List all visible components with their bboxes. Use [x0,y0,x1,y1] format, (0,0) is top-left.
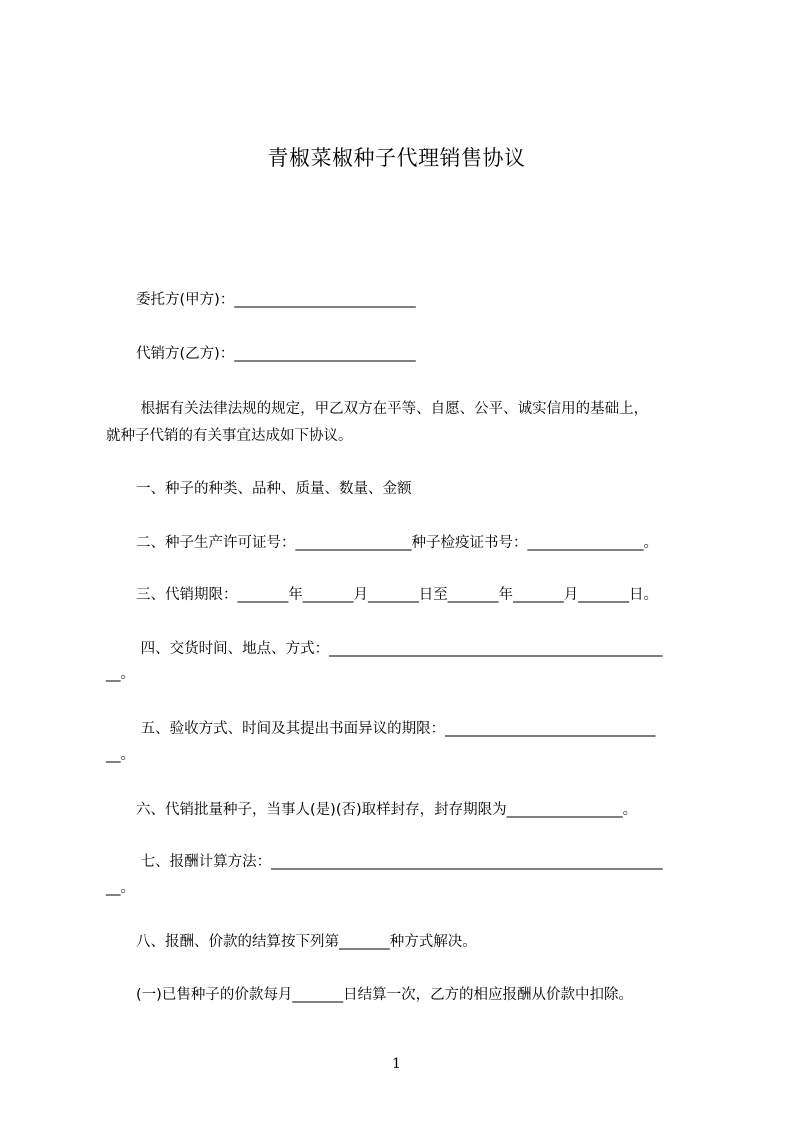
clause-6: 六、代销批量种子，当事人(是)(否)取样封存，封存期限为________________。 [136,802,638,818]
clause-1: 一、种子的种类、品种、质量、数量、金额 [136,481,412,497]
clause-4-line-2: __。 [106,666,135,682]
party-a-line: 委托方(甲方)：_________________________ [136,292,416,308]
page-number: 1 [392,1056,401,1072]
clause-7-line-1: 七、报酬计算方法：______________________________________________________ [136,854,663,870]
clause-3: 三、代销期限：_______年_______月_______日至_______年_______月_______日。 [136,587,658,603]
clause-2: 二、种子生产许可证号：________________种子检疫证书号：________________。 [136,535,658,551]
clause-4-line-1: 四、交货时间、地点、方式：______________________________________________ [136,641,663,657]
clause-5-line-1: 五、验收方式、时间及其提出书面异议的期限：_____________________________ [136,721,656,737]
clause-7-line-2: __。 [106,880,135,896]
clause-8-option-1: (一)已售种子的价款每月_______日结算一次，乙方的相应报酬从价款中扣除。 [136,987,634,1003]
clause-8: 八、报酬、价款的结算按下列第_______种方式解决。 [136,934,477,950]
preamble-line-2: 就种子代销的有关事宜达成如下协议。 [106,428,353,444]
party-b-line: 代销方(乙方)：_________________________ [136,346,416,362]
clause-5-line-2: __。 [106,747,135,763]
preamble-line-1: 根据有关法律法规的规定，甲乙双方在平等、自愿、公平、诚实信用的基础上， [136,401,649,417]
document-title: 青椒菜椒种子代理销售协议 [267,146,526,170]
